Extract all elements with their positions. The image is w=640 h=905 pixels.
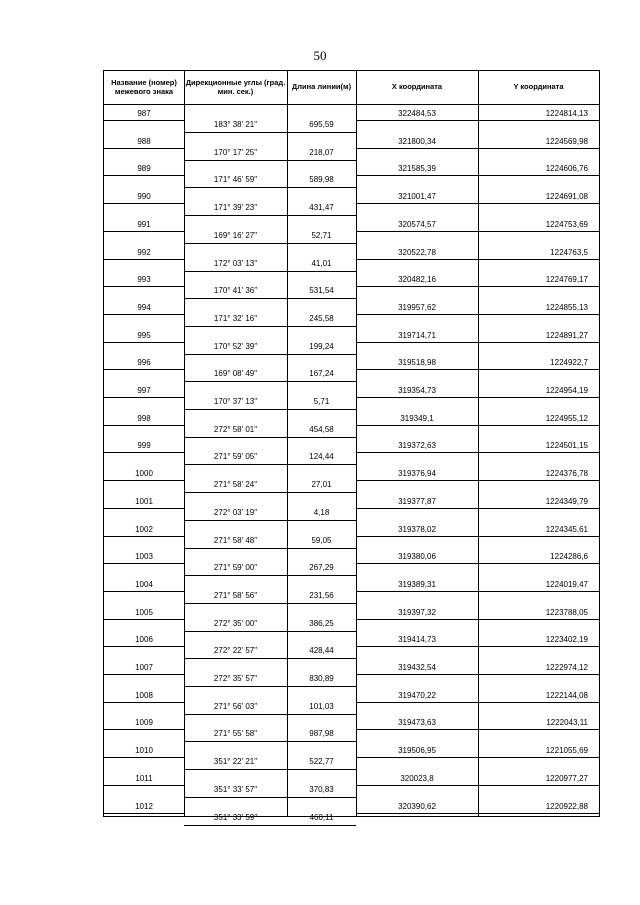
- row-divider: [184, 271, 356, 272]
- y-coordinate: 1224922,7: [550, 358, 588, 368]
- header-angle: Дирекционные углы (град. мин. сек.): [185, 77, 286, 96]
- row-divider: [184, 492, 356, 493]
- row-divider: [184, 409, 356, 410]
- x-coordinate: 319714,71: [398, 330, 436, 340]
- row-divider: [184, 326, 356, 327]
- point-name: 989: [137, 164, 151, 174]
- x-coordinate: 319518,98: [398, 358, 436, 368]
- line-length: 370,83: [309, 784, 334, 794]
- line-length: 4,18: [313, 507, 330, 517]
- row-divider: [356, 259, 599, 260]
- row-divider: [184, 437, 356, 438]
- row-divider: [184, 381, 356, 382]
- row-divider: [184, 797, 356, 798]
- line-length: 27,01: [311, 480, 332, 490]
- x-coordinate: 319470,22: [398, 690, 436, 700]
- line-length: 589,98: [309, 175, 334, 185]
- row-divider: [356, 425, 599, 426]
- row-divider: [104, 452, 184, 453]
- header-divider: [104, 104, 599, 105]
- row-divider: [184, 187, 356, 188]
- y-coordinate: 1224891,27: [545, 330, 588, 340]
- x-coordinate: 319372,63: [398, 441, 436, 451]
- row-divider: [104, 508, 184, 509]
- point-name: 1002: [135, 524, 153, 534]
- point-name: 1009: [135, 718, 153, 728]
- directional-angle: 272° 35' 57": [213, 674, 258, 683]
- row-divider: [356, 508, 599, 509]
- point-name: 1003: [135, 552, 153, 562]
- point-name: 1000: [135, 469, 153, 479]
- y-coordinate: 1224763,5: [550, 247, 588, 257]
- boundary-coordinates-table: [103, 70, 600, 822]
- line-length: 522,77: [309, 757, 334, 767]
- directional-angle: 272° 35' 00": [213, 618, 258, 628]
- page-number: 50: [313, 48, 327, 63]
- point-name: 1008: [135, 690, 153, 700]
- row-divider: [356, 646, 599, 647]
- row-divider: [184, 160, 356, 161]
- directional-angle: 271° 56' 03": [213, 701, 258, 711]
- row-divider: [104, 785, 184, 786]
- row-divider: [104, 563, 184, 564]
- x-coordinate: 319349,1: [400, 413, 434, 423]
- line-length: 199,24: [309, 341, 334, 351]
- row-divider: [356, 536, 599, 537]
- row-divider: [104, 231, 184, 232]
- row-divider: [356, 452, 599, 453]
- row-divider: [356, 148, 599, 149]
- row-divider: [104, 148, 184, 149]
- y-coordinate: 1220977,27: [545, 773, 588, 783]
- y-coordinate: 1220922,88: [545, 801, 588, 811]
- x-coordinate: 320482,16: [398, 275, 436, 285]
- line-length: 41,01: [311, 258, 332, 268]
- row-divider: [356, 175, 599, 176]
- point-name: 995: [137, 330, 151, 340]
- line-length: 231,56: [309, 590, 334, 600]
- x-coordinate: 320522,78: [398, 247, 436, 257]
- y-coordinate: 1224606,76: [545, 164, 588, 174]
- directional-angle: 171° 46' 59": [213, 175, 258, 185]
- y-coordinate: 1224814,13: [545, 109, 588, 118]
- x-coordinate: 319376,94: [398, 469, 436, 479]
- row-divider: [356, 757, 599, 758]
- x-coordinate: 319389,31: [398, 579, 436, 589]
- line-length: 431,47: [309, 203, 334, 213]
- row-divider: [104, 757, 184, 758]
- directional-angle: 170° 41' 36": [213, 286, 258, 296]
- y-coordinate: 1222974,12: [545, 663, 588, 672]
- row-divider: [104, 314, 184, 315]
- y-coordinate: 1223402,19: [545, 635, 588, 645]
- line-length: 167,24: [309, 369, 334, 379]
- row-divider: [184, 769, 356, 770]
- header-y: Y координата: [513, 82, 564, 92]
- row-divider: [104, 702, 184, 703]
- row-divider: [356, 619, 599, 620]
- x-coordinate: 319506,95: [398, 746, 436, 756]
- row-divider: [356, 203, 599, 204]
- point-name: 1001: [135, 496, 153, 506]
- row-divider: [356, 120, 599, 121]
- point-name: 998: [137, 413, 151, 423]
- row-divider: [104, 813, 184, 814]
- row-divider: [184, 298, 356, 299]
- line-length: 987,98: [309, 729, 334, 739]
- row-divider: [184, 686, 356, 687]
- y-coordinate: 1224955,12: [545, 413, 588, 423]
- point-name: 999: [137, 441, 151, 451]
- line-length: 428,44: [309, 646, 334, 656]
- line-length: 830,89: [309, 674, 334, 683]
- header-length: Длина линии(м): [291, 82, 352, 92]
- row-divider: [104, 369, 184, 370]
- y-coordinate: 1223788,05: [545, 607, 588, 617]
- directional-angle: 170° 52' 39": [213, 341, 258, 351]
- row-divider: [104, 259, 184, 260]
- line-length: 124,44: [309, 452, 334, 462]
- row-divider: [104, 286, 184, 287]
- point-name: 988: [137, 136, 151, 146]
- x-coordinate: 321001,47: [398, 192, 436, 202]
- row-divider: [184, 520, 356, 521]
- line-length: 454,58: [309, 424, 334, 434]
- directional-angle: 169° 08' 49": [213, 369, 258, 379]
- y-coordinate: 1224501,15: [545, 441, 588, 451]
- row-divider: [104, 425, 184, 426]
- y-coordinate: 1224019,47: [545, 579, 588, 589]
- directional-angle: 272° 03' 19": [213, 507, 258, 517]
- x-coordinate: 320574,57: [398, 219, 436, 229]
- line-length: 101,03: [309, 701, 334, 711]
- row-divider: [104, 120, 184, 121]
- x-coordinate: 322484,53: [398, 109, 436, 118]
- row-divider: [104, 729, 184, 730]
- directional-angle: 169° 16' 27": [213, 230, 258, 240]
- directional-angle: 170° 17' 25": [213, 147, 258, 157]
- directional-angle: 271° 58' 24": [213, 480, 258, 490]
- y-coordinate: 1224855,13: [545, 302, 588, 312]
- row-divider: [104, 674, 184, 675]
- row-divider: [104, 619, 184, 620]
- row-divider: [184, 548, 356, 549]
- row-divider: [356, 674, 599, 675]
- line-length: 5,71: [313, 397, 330, 406]
- point-name: 997: [137, 386, 151, 395]
- row-divider: [356, 286, 599, 287]
- point-name: 992: [137, 247, 151, 257]
- row-divider: [356, 369, 599, 370]
- row-divider: [104, 591, 184, 592]
- directional-angle: 351° 33' 59": [213, 812, 258, 822]
- row-divider: [184, 215, 356, 216]
- row-divider: [104, 203, 184, 204]
- y-coordinate: 1224345,61: [545, 524, 588, 534]
- row-divider: [356, 729, 599, 730]
- point-name: 991: [137, 219, 151, 229]
- row-divider: [184, 658, 356, 659]
- row-divider: [356, 591, 599, 592]
- point-name: 1005: [135, 607, 153, 617]
- line-length: 52,71: [311, 230, 332, 240]
- row-divider: [356, 480, 599, 481]
- y-coordinate: 1224954,19: [545, 386, 588, 395]
- row-divider: [184, 575, 356, 576]
- line-length: 386,25: [309, 618, 334, 628]
- y-coordinate: 1224753,69: [545, 219, 588, 229]
- x-coordinate: 319380,06: [398, 552, 436, 562]
- row-divider: [184, 132, 356, 133]
- header-name: Название (номер) межевого знака: [111, 77, 177, 96]
- x-coordinate: 319473,63: [398, 718, 436, 728]
- y-coordinate: 1224691,08: [545, 192, 588, 202]
- y-coordinate: 1222144,08: [545, 690, 588, 700]
- row-divider: [184, 631, 356, 632]
- row-divider: [184, 243, 356, 244]
- row-divider: [184, 714, 356, 715]
- row-divider: [104, 397, 184, 398]
- line-length: 59,05: [311, 535, 332, 545]
- header-x: X координата: [391, 82, 443, 92]
- point-name: 1006: [135, 635, 153, 645]
- y-coordinate: 1224769,17: [545, 275, 588, 285]
- x-coordinate: 321585,39: [398, 164, 436, 174]
- directional-angle: 170° 37' 13": [213, 397, 258, 406]
- directional-angle: 271° 58' 48": [213, 535, 258, 545]
- line-length: 460,11: [309, 812, 334, 822]
- y-coordinate: 1224569,98: [545, 136, 588, 146]
- x-coordinate: 319957,62: [398, 302, 436, 312]
- x-coordinate: 319432,54: [398, 663, 436, 672]
- directional-angle: 271° 55' 58": [213, 729, 258, 739]
- point-name: 1011: [135, 773, 153, 783]
- row-divider: [184, 354, 356, 355]
- point-name: 1004: [135, 579, 153, 589]
- directional-angle: 183° 38' 21": [213, 120, 258, 129]
- row-divider: [104, 480, 184, 481]
- directional-angle: 172° 03' 13": [213, 258, 258, 268]
- directional-angle: 351° 33' 57": [213, 784, 258, 794]
- point-name: 1010: [135, 746, 153, 756]
- point-name: 1007: [135, 663, 153, 672]
- line-length: 531,54: [309, 286, 334, 296]
- x-coordinate: 319397,32: [398, 607, 436, 617]
- row-divider: [356, 563, 599, 564]
- point-name: 993: [137, 275, 151, 285]
- row-divider: [356, 785, 599, 786]
- point-name: 990: [137, 192, 151, 202]
- x-coordinate: 320023,8: [400, 773, 434, 783]
- row-divider: [356, 702, 599, 703]
- row-divider: [184, 741, 356, 742]
- x-coordinate: 321800,34: [398, 136, 436, 146]
- row-divider: [104, 646, 184, 647]
- row-divider: [104, 536, 184, 537]
- y-coordinate: 1224286,6: [550, 552, 588, 562]
- point-name: 996: [137, 358, 151, 368]
- y-coordinate: 1222043,11: [546, 718, 588, 728]
- row-divider: [356, 397, 599, 398]
- row-divider: [184, 603, 356, 604]
- point-name: 987: [137, 109, 151, 118]
- x-coordinate: 319414,73: [398, 635, 436, 645]
- row-divider: [356, 813, 599, 814]
- x-coordinate: 319354,73: [398, 386, 436, 395]
- x-coordinate: 319377,87: [398, 496, 436, 506]
- point-name: 994: [137, 302, 151, 312]
- x-coordinate: 319378,02: [398, 524, 436, 534]
- line-length: 695,59: [309, 120, 334, 129]
- row-divider: [104, 342, 184, 343]
- directional-angle: 271° 59' 05": [213, 452, 258, 462]
- row-divider: [356, 231, 599, 232]
- y-coordinate: 1224349,79: [545, 496, 588, 506]
- directional-angle: 171° 39' 23": [213, 203, 258, 213]
- line-length: 267,29: [309, 563, 334, 573]
- directional-angle: 271° 59' 00": [213, 563, 258, 573]
- row-divider: [184, 464, 356, 465]
- row-divider: [356, 314, 599, 315]
- y-coordinate: 1221055,69: [545, 746, 588, 756]
- row-divider: [104, 175, 184, 176]
- line-length: 218,07: [309, 147, 334, 157]
- y-coordinate: 1224376,78: [545, 469, 588, 479]
- directional-angle: 171° 32' 16": [213, 313, 258, 323]
- row-divider: [184, 825, 356, 826]
- point-name: 1012: [135, 801, 153, 811]
- directional-angle: 351° 22' 21": [213, 757, 258, 767]
- row-divider: [356, 342, 599, 343]
- directional-angle: 272° 58' 01": [213, 424, 258, 434]
- directional-angle: 272° 22' 57": [213, 646, 258, 656]
- x-coordinate: 320390,62: [398, 801, 436, 811]
- line-length: 245,58: [309, 313, 334, 323]
- directional-angle: 271° 58' 56": [213, 590, 258, 600]
